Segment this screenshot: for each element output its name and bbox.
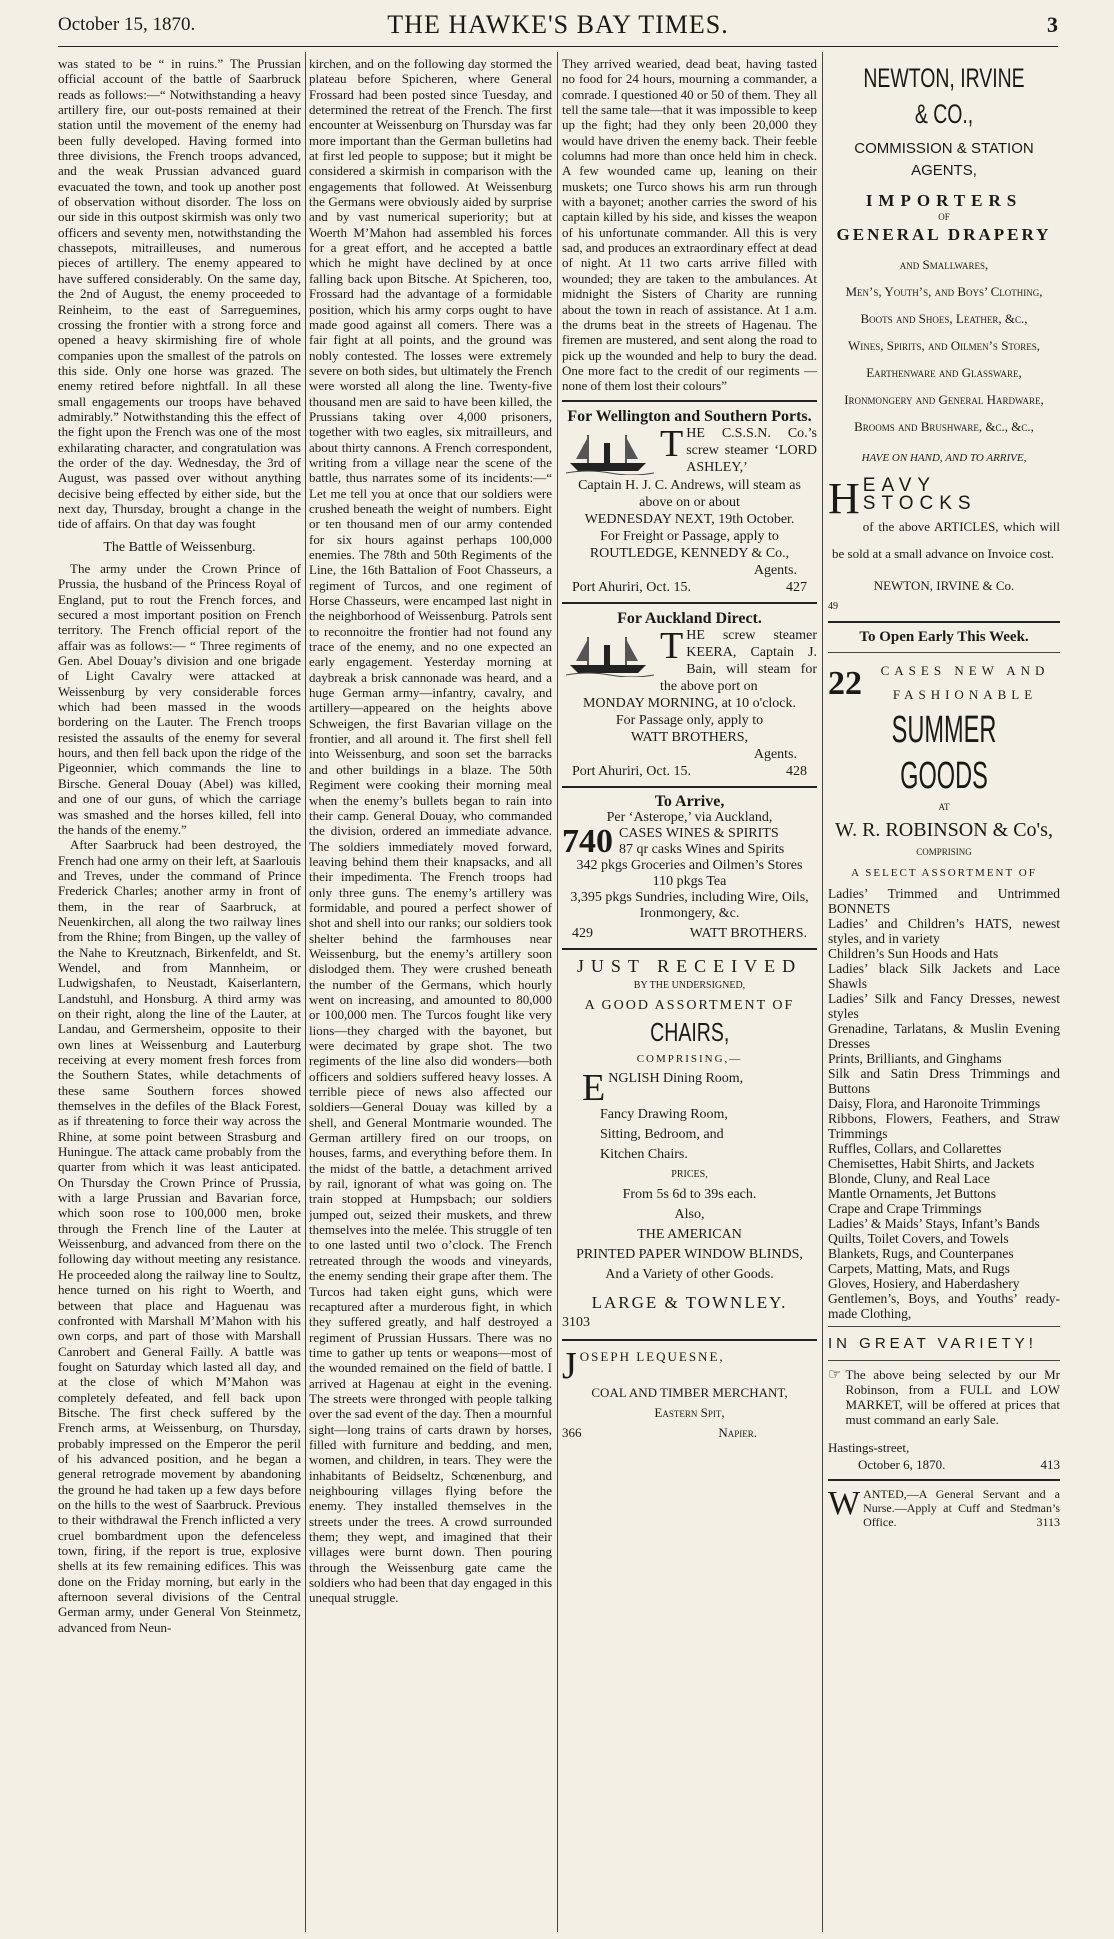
article-paragraph: After Saarbruck had been destroyed, the French had one army on their left, at Saarlouis and Treves, under the command of Prince Frederick Charles; another army in front of them, in the rear of Saarbruck, at Neuenkirchen, all along the two railway lines from the Rhine; from Bingen, up the valley of the Nahe to Kreutznach, Birkenfeldt, and St. Wendel, and from Mannheim, or Ludwigshafen, to Neustadt, Kaiserlantern, Landstuhl, and Honsburg. A third army was on their right, along the line of the Lauter, at Landau, and Germersheim, opposite to their own lines at Weissenburg and Lauterburg receiving at every moment fresh forces from the Southern States, while detachments of these same Southern forces showed themselves in the defiles of the Black Forest, as if threatening to force their way across the Rhine, at some point between Strasburg and Huningue. The attack came probably from the quarter from which it was least anticipated. On Thursday the Crown Prince of Prussia, with a large Prussian and Bavarian force, which soon rose to 100,000 men, broke through the French line of the Lauter at Weissenburg, and advanced from there on the following day without meeting any resistance. He proceeded along the railway line to Soultz, hence turned on his right to Woerth, and between that place and Haguenau was confronted with Marshall M’Mahon with his own corps, and part of those with Marshall Canrobert and General Failly. A battle was fought on Saturday which lasted all day, and at the close of which M’Mahon was completely defeated, and fell back upon Bitsche. The first check suffered by the French arms, at Weissenburg, on Thursday, probably impressed on the Emperor the peril of his advanced position, and he began a general retrograde movement by abandoning the ground he had taken up a few days before on the hills to the west of Saarbruck. Previous to their withdrawal the French inflicted a very cruel bombardment upon the defenceless town, firing, if the report is true, explosive shells at its few remaining edifices. This was done on the Friday morning, but early in the afternoon several divisions of the Central German army, under General Von Steinmetz, advanced from Neun-	[58, 837, 301, 1635]
advert-title: To Arrive,	[654, 792, 725, 810]
drop-cap: E	[582, 1066, 606, 1109]
advert-text: Also,	[674, 1206, 705, 1222]
shipping-advert-auckland	[562, 610, 817, 780]
merchant-advert	[562, 1344, 817, 1443]
pointing-hand-icon: ☞	[828, 1367, 842, 1383]
list-item: Gentlemen’s, Boys, and Youths’ ready-made Clothing,	[828, 1291, 1060, 1321]
goods-line: Ironmongery and General Hardware,	[844, 392, 1044, 407]
advert-title: To Open Early This Week.	[859, 629, 1029, 645]
advert-text: CASES WINES & SPIRITS	[619, 825, 779, 841]
list-item: Ruffles, Collars, and Collarettes	[828, 1141, 1002, 1156]
advert-text: A SELECT ASSORTMENT OF	[851, 867, 1037, 879]
advert-text: ANTED,—A General Servant and a Nurse.—Apply at Cuff and Stedman’s Office.	[863, 1487, 1060, 1529]
advert-text: Fancy Drawing Room,	[600, 1106, 728, 1122]
steamship-icon	[566, 631, 654, 677]
advert-text: Sitting, Bedroom, and	[600, 1126, 724, 1142]
masthead	[58, 8, 1058, 44]
advert-text: For Passage only, apply to	[615, 712, 764, 728]
cargo-advert	[562, 794, 817, 942]
masthead-rule	[58, 46, 1058, 47]
advert-text: COMMISSION & STATION AGENTS,	[854, 140, 1034, 179]
drop-cap: J	[562, 1344, 577, 1387]
list-item: Carpets, Matting, Mats, and Rugs	[828, 1261, 1010, 1276]
goods-list	[828, 886, 1060, 1321]
sailing-date: WEDNESDAY NEXT, 19th October.	[584, 511, 795, 527]
advert-text: COAL AND TIMBER MERCHANT,	[591, 1384, 788, 1400]
list-item: Ribbons, Flowers, Feathers, and Straw Trimmings	[828, 1111, 1060, 1141]
advert-number: 366	[562, 1424, 582, 1440]
advert-text: A GOOD ASSORTMENT OF	[584, 997, 795, 1013]
advert-text: 3,395 pkgs Sundries, including Wire, Oils, Ironmongery, &c.	[570, 889, 809, 921]
advert-number: 428	[786, 763, 807, 779]
list-item: Ladies’ Silk and Fancy Dresses, newest styles	[828, 991, 1060, 1021]
advert-text: OF	[938, 212, 950, 222]
article-column-2	[309, 56, 552, 1931]
advert-place: Napier.	[718, 1424, 757, 1440]
agent-name: WATT BROTHERS.	[689, 925, 807, 941]
drop-cap: T	[660, 624, 684, 667]
advert-text: AT	[938, 802, 950, 812]
advert-title: For Auckland Direct.	[617, 609, 762, 627]
advert-text: The above being selected by our Mr Robinson, from a FULL and LOW MARKET, will be offered at prices that must command an early Sale.	[845, 1367, 1060, 1427]
goods-line: Wines, Spirits, and Oilmen’s Stores,	[847, 338, 1041, 353]
advert-column-4	[828, 56, 1060, 1931]
list-item: Ladies’ and Children’s HATS, newest styles, and in variety	[828, 916, 1060, 946]
drop-cap: T	[660, 422, 684, 465]
advert-title: EAVY STOCKS	[862, 475, 977, 514]
agent-name: ROUTLEDGE, KENNEDY & Co.,	[589, 545, 790, 561]
list-item: Ladies’ black Silk Jackets and Lace Shawls	[828, 961, 1060, 991]
advert-text: Captain H. J. C. Andrews, will steam as above on or about	[578, 477, 801, 510]
advert-text: Kitchen Chairs.	[600, 1146, 688, 1162]
list-item: Prints, Brilliants, and Ginghams	[828, 1051, 1002, 1066]
advert-title: JUST RECEIVED	[576, 955, 803, 976]
list-item: Blankets, Rugs, and Counterpanes	[828, 1246, 1014, 1261]
list-item: Crape and Crape Trimmings	[828, 1201, 982, 1216]
list-item: Blonde, Cluny, and Real Lace	[828, 1171, 990, 1186]
article-paragraph: was stated to be “ in ruins.” The Prussian official account of the battle of Saarbruck reads as follows:—“ Notwithstanding a heavy artillery fire, our out-posts remained at their station until the movement of the enemy had been fully developed. Having formed into three divisions, the French troops advanced, and the weak Prussian advanced guard evacuated the town, and took up another post of observation without disorder. The loss on our side in this outpost skirmish was only two officers and seventy men, notwithstanding the chassepots, mitrailleuses, and numerous pieces of artillery. The enemy appeared to have suffered considerably. On the same day, the 2nd of August, the enemy proceeded to Reinheim, to the east of Sarreguemines, crossing the frontier with a strong force and opened a heavy skirmishing fire of whole companies upon the smallest of the patrols on this side. Only one horse was grazed. The enemy retired before nightfall. In all these small engagements our troops have behaved admirably.” Notwithstanding this the effect of the fight upon the French was one of the most exhilarating character, and congratulation was the order of the day. Wednesday, the 3rd of August, was passed over without anything decisive being effected by either side, but the next day, Thursday, brought a change in the tide of affairs. On that day was fought	[58, 56, 301, 532]
advert-number: 3103	[562, 1314, 590, 1330]
advert-text: And a Variety of other Goods.	[605, 1266, 774, 1282]
advert-text: Agents.	[753, 562, 797, 578]
advert-text: Per ‘Asterope,’ via Auckland,	[606, 809, 773, 825]
list-item: Chemisettes, Habit Shirts, and Jackets	[828, 1156, 1035, 1171]
list-item: Gloves, Hosiery, and Haberdashery	[828, 1276, 1020, 1291]
agent-name: WATT BROTHERS,	[630, 729, 749, 745]
advert-text: HE screw steamer KEERA, Captain J. Bain, will steam for the above port on	[660, 627, 817, 694]
goods-line: Boots and Shoes, Leather, &c.,	[860, 311, 1028, 326]
advert-text: PRINTED PAPER WINDOW BLINDS,	[576, 1246, 803, 1262]
advert-text: THE AMERICAN	[637, 1226, 742, 1242]
column-divider	[305, 52, 306, 1932]
list-item: Daisy, Flora, and Haronoite Trimmings	[828, 1096, 1041, 1111]
list-item: Children’s Sun Hoods and Hats	[828, 946, 999, 961]
article-paragraph: The army under the Crown Prince of Prussia, the husband of the Princess Royal of England, put to rout the French forces, and secured a most important position on French territory. The French official report of the affair was as follows:— “ Three regiments of Gen. Abel Douay’s division and one brigade of Light Cavalry were attacked at Weissenburg by very considerable forces which had been massed in the woods bordering on the Lauter. The French troops resisted the assaults of the enemy for several hours, and then fell back upon the ridge of the Pigeonnier, which commands the line to Birsche. General Douay (Abel) was killed, and one of our guns, of which the carriage was smashed and the horses killed, fell into the hands of the enemy.”	[58, 561, 301, 837]
goods-line: Brooms and Brushware, &c., &c.,	[854, 419, 1034, 434]
merchant-name: LARGE & TOWNLEY.	[591, 1292, 788, 1312]
advert-text: of the above ARTICLES, which will be sold at a small advance on Invoice cost.	[832, 519, 1060, 561]
advert-place: Eastern Spit,	[654, 1404, 725, 1420]
advert-place: Hastings-street,	[828, 1440, 910, 1455]
advert-text: Agents.	[753, 746, 797, 762]
chairs-advert	[562, 956, 817, 1333]
list-item: Silk and Satin Dress Trimmings and Buttons	[828, 1066, 1060, 1096]
advert-text: For Freight or Passage, apply to	[600, 528, 779, 544]
advert-text: HAVE ON HAND, AND TO ARRIVE,	[861, 452, 1027, 464]
advert-number: 413	[1040, 1457, 1060, 1472]
column-divider	[822, 52, 823, 1932]
shipping-advert-wellington	[562, 408, 817, 596]
advert-title: For Wellington and Southern Ports.	[567, 407, 812, 425]
advert-text: PRICES,	[671, 1168, 708, 1180]
article-column-1	[58, 56, 301, 1931]
advert-text: 342 pkgs Groceries and Oilmen’s Stores	[576, 857, 803, 873]
article-column-3	[562, 56, 817, 1931]
goods-line: and Smallwares,	[899, 257, 989, 272]
list-item: Mantle Ornaments, Jet Buttons	[828, 1186, 996, 1201]
advert-title: GENERAL DRAPERY	[836, 225, 1052, 244]
cases-count: 740	[562, 822, 613, 860]
advert-place: Port Ahuriri, Oct. 15.	[572, 579, 691, 595]
steamship-icon	[566, 429, 654, 475]
cases-count: 22	[828, 664, 862, 702]
advert-text: 87 qr casks Wines and Spirits	[619, 841, 785, 857]
merchant-name: W. R. ROBINSON & Co's,	[835, 819, 1053, 841]
advert-place: Port Ahuriri, Oct. 15.	[572, 763, 691, 779]
sailing-date: MONDAY MORNING, at 10 o'clock.	[582, 695, 797, 711]
merchant-name: OSEPH LEQUESNE,	[579, 1348, 725, 1364]
advert-title: IN GREAT VARIETY!	[828, 1335, 1037, 1352]
advert-number: 3113	[1036, 1515, 1060, 1529]
page-number: 3	[1047, 12, 1058, 37]
advert-title: IMPORTERS	[865, 191, 1023, 210]
drop-cap: H	[828, 474, 860, 523]
advert-text: CASES NEW AND FASHIONABLE	[880, 663, 1050, 702]
goods-line: Men’s, Youth’s, and Boys’ Clothing,	[845, 284, 1043, 299]
article-paragraph: They arrived wearied, dead beat, having tasted no food for 24 hours, mourning a commander, a comrade. I questioned 40 or 50 of them. They all tell the same tale—that it was impossible to keep up the fight; had they only been 20,000 they would have driven the enemy back. Their feeble columns had more than once held him in check. A few wounded came up, leaning on their muskets; one Turco shows his arm run through with a bayonet; another carries the sword of his captain killed by his side, and kisses the weapon of his unfortunate commander. All this is very sad, and produces an extraordinary effect at dead of night. At 11 two carts arrive filled with wounded; they are taken to the ambulances. At midnight the Sisters of Charity are running about the town in reach of assistance. At 1 a.m. the drums beat in the streets of Hagenau. The firemen are mustered, and sent along the road to pick up the wounded and help to bury the dead. One more fact to the credit of our regiments — none of them lost their colours”	[562, 56, 817, 394]
advert-text: HE C.S.S.N. Co.’s screw steamer ‘LORD ASHLEY,’	[686, 425, 817, 475]
list-item: Quilts, Toilet Covers, and Towels	[828, 1231, 1009, 1246]
article-subheading: The Battle of Weissenburg.	[103, 539, 256, 555]
list-item: Ladies’ Trimmed and Untrimmed BONNETS	[828, 886, 1060, 916]
column-divider	[557, 52, 558, 1932]
chairs-heading: CHAIRS,	[649, 1016, 730, 1047]
advert-date: October 6, 1870.	[858, 1457, 946, 1472]
advert-text: COMPRISING,—	[636, 1052, 743, 1065]
article-paragraph: kirchen, and on the following day stormed the plateau before Spicheren, where General Frossard had been posted since Tuesday, and determined the retreat of the French. The first encounter at Weissenburg on Thursday was far more important than the German bulletins had at first led people to suppose; but it might be considered a skirmish in comparison with the engagements that followed. At Weissenburg the Germans were obviously aided by surprise and by vast numerical superiority; but at Woerth M’Mahon had assembled his forces for a great effort, and he accepted a battle which he might have declined by at once falling back upon Bitsche. At Spicheren, too, Frossard had the advantage of a formidable position, which his army corps ought to have made good against all comers. There was a fair fight at all points, and the ground was nobly contested. The losses were extremely severe on both sides, but ultimately the French were worsted all along the line. Twenty-five thousand men are said to have been killed, the Prussians taking over 4,000 prisoners, together with two eagles, six mitrailleurs, and about thirty cannons. A French correspondent, writing from a village near the scene of the battle, thus narrates some of its incidents:—“ Let me tell you at once that our soldiers were crushed beneath the weight of numbers. Eight or ten thousand men of our army contended for six hours against perhaps 100,000 enemies. The 78th and 50th Regiments of the Line, the 16th Battalion of Foot Chasseurs, a regiment of Turcos, and one regiment of Horse Chasseurs, were encamped last night in the neighborhood of Weissenburg. Patrols sent to reconnoitre the frontier had not found any trace of the enemy, and no one expected an early engagement. Yesterday morning at daybreak a brisk cannonade was heard, and a huge German army—infantry, cavalry, and artillery—appeared on the heights above Schweigen, the first Bavarian village on the frontier, and all around it. The first shell fell into Weissenburg, and soon set the barracks and other buildings in a blaze. The 50th Regiment were cooking their morning meal when the enemy’s bullets began to rain into their camp. General Douay, who commanded the division, ordered an immediate advance. The soldiers immediately moved forward, leaving behind them their knapsacks, and all their impedimenta. The French troops had only three guns. The enemy’s artillery was formidable, and poured a perfect shower of shot and shell into our ranks; our soldiers took shelter behind the farmhouses near Weissenburg, but the enemy’s artillery soon dislodged them. They were crushed beneath the number of the Germans, which hourly went on increasing, and amounted to 80,000 or 100,000 men. The Turcos fought like very lions—they charged with the bayonet, but were decimated by grape shot. The two regiments of the line also did wonders—both officers and soldiers suffered heavy losses. A terrible piece of news also affected our soldiers—General Douay was killed by a shell, and General Montmarie wounded. The German artillery fired on our troops, on houses, farms, and everything before them. In the midst of the battle, a detachment arrived by rail, ignorant of what was going on. The train stopped at Humpsbach; our soldiers jumped out, seized their muskets, and threw themselves into the melée. This struggle of ten to one lasted until two o’clock. The French retreated through the woods and vineyards, the enemy sending their grape after them. The Turcos had taken eight guns, which were recaptured after a murderous fight, in which they suffered greatly, and half destroyed a regiment of Prussian Hussars. There was no time to gather up tents or weapons—most of the wounded remained on the field of battle. I arrived at Hagenau at eight in the evening. The streets were thronged with people talking over the sad event of the day. Then a mournful sight—long trains of carts drawn by horses, filled with furniture and bedding, and men, women, and children, in tears. They were the inhabitants of Beidseltz, Schœnenburg, and neighbouring villages flying before the enemy. They installed themselves in the streets under the trees. A crowd surrounded them; they wept, and imagined that their villages were burnt down. Then pouring through the Weissenburg gate came the soldiers who had been that day engaged in this unequal struggle.	[309, 56, 552, 1606]
advert-number: 427	[786, 579, 807, 595]
price-range: From 5s 6d to 39s each.	[622, 1186, 757, 1202]
advert-text: BY THE UNDERSIGNED,	[633, 979, 746, 991]
issue-date: October 15, 1870.	[58, 14, 196, 35]
advert-text: NGLISH Dining Room,	[608, 1070, 744, 1086]
goods-line: Earthenware and Glassware,	[866, 365, 1022, 380]
list-item: Ladies’ & Maids’ Stays, Infant’s Bands	[828, 1216, 1040, 1231]
advert-number: 49	[828, 601, 838, 612]
advert-text: COMPRISING	[916, 847, 972, 857]
list-item: Grenadine, Tarlatans, & Muslin Evening Dresses	[828, 1021, 1060, 1051]
drop-cap: W	[828, 1485, 861, 1522]
firm-name: NEWTON, IRVINE & CO.,	[863, 63, 1025, 129]
advert-number: 429	[572, 925, 593, 941]
newspaper-title: THE HAWKE'S BAY TIMES.	[387, 10, 729, 39]
advert-text: 110 pkgs Tea	[652, 873, 727, 889]
firm-signature: NEWTON, IRVINE & Co.	[873, 578, 1015, 593]
summer-goods-heading: SUMMER GOODS	[891, 709, 997, 797]
